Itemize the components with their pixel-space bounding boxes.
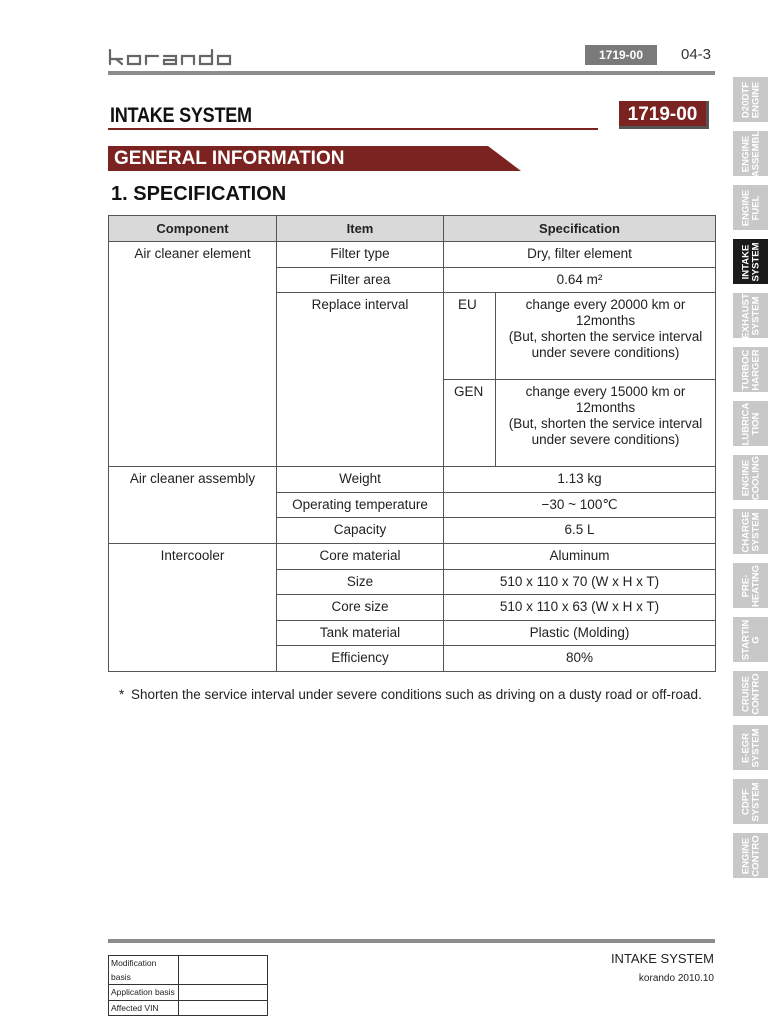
item-cell: Efficiency [277, 646, 444, 672]
revision-row [109, 1000, 268, 1016]
chapter-tab-label: ENGINE CONTRO [740, 834, 761, 877]
spec-cell: 80% [444, 646, 716, 672]
chapter-tab[interactable] [733, 832, 768, 878]
revision-row [109, 985, 268, 1001]
table-header-row [109, 216, 716, 242]
footer-section-name: INTAKE SYSTEM [610, 951, 714, 966]
chapter-tab[interactable] [733, 76, 768, 122]
chapter-tab-label: LUBRICA TION [740, 402, 761, 445]
chapter-tab[interactable] [733, 562, 768, 608]
chapter-tab-label: INTAKE SYSTEM [740, 241, 761, 282]
specification-heading: 1. SPECIFICATION [111, 183, 287, 205]
chapter-tab[interactable] [733, 400, 768, 446]
section-title: INTAKE SYSTEM [110, 104, 252, 127]
spec-cell: Plastic (Molding) [444, 620, 716, 646]
table-row [109, 543, 716, 569]
revision-box [108, 955, 268, 1016]
chapter-tab-label: EXHAUST SYSTEM [740, 292, 761, 339]
item-cell: Core size [277, 595, 444, 621]
chapter-tab-label: CHARGE SYSTEM [740, 510, 761, 553]
chapter-tab[interactable] [733, 778, 768, 824]
header-code-badge: 1719-00 [585, 45, 657, 65]
header-component: Component [109, 216, 277, 242]
footer-rule [108, 939, 715, 943]
chapter-tab-label: ENGINE COOLING [740, 455, 761, 500]
general-information-banner [108, 146, 521, 171]
component-cell: Intercooler [109, 543, 277, 671]
spec-cell: Dry, filter element [444, 242, 716, 268]
chapter-tab[interactable] [733, 454, 768, 500]
region-cell-eu: EU [444, 293, 496, 380]
region-cell-gen: GEN [444, 380, 496, 467]
spec-cell: change every 20000 km or 12months (But, shorten the service interval under severe conditions) [496, 293, 716, 380]
header-rule [108, 71, 715, 75]
chapter-tab[interactable] [733, 184, 768, 230]
header-specification: Specification [444, 216, 716, 242]
revision-label: Modification basis [109, 956, 179, 985]
footnote [119, 685, 709, 705]
chapter-tab[interactable] [733, 508, 768, 554]
chapter-tab[interactable] [733, 670, 768, 716]
item-cell: Filter type [277, 242, 444, 268]
spec-cell: change every 15000 km or 12months (But, shorten the service interval under severe conditions) [496, 380, 716, 467]
korando-logo [108, 48, 253, 70]
chapter-tab-label: TURBOC HARGER [740, 348, 761, 391]
footnote-text: Shorten the service interval under severe conditions such as driving on a dusty road or off-road. [131, 687, 702, 702]
page-number: 04-3 [681, 46, 712, 63]
component-cell: Air cleaner assembly [109, 467, 277, 544]
revision-label: Application basis [109, 985, 179, 1001]
chapter-tab[interactable] [733, 292, 768, 338]
chapter-tab-label: PRE- HEATING [740, 564, 761, 607]
spec-cell: 1.13 kg [444, 467, 716, 493]
spec-cell: 0.64 m² [444, 267, 716, 293]
spec-cell: 510 x 110 x 63 (W x H x T) [444, 595, 716, 621]
banner-label: GENERAL INFORMATION [114, 148, 345, 169]
table-row [109, 467, 716, 493]
chapter-tab-label: CDPF SYSTEM [740, 781, 761, 822]
chapter-tab-label: ENGINE FUEL [740, 189, 761, 226]
chapter-tab-label: D20DTF ENGINE [740, 81, 761, 118]
spec-cell: 510 x 110 x 70 (W x H x T) [444, 569, 716, 595]
chapter-tab-label: E-EGR SYSTEM [740, 727, 761, 768]
component-cell: Air cleaner element [109, 242, 277, 467]
chapter-tab[interactable] [733, 238, 768, 284]
section-code-box: 1719-00 [619, 101, 709, 129]
revision-value [179, 985, 268, 1001]
item-cell: Size [277, 569, 444, 595]
chapter-tab[interactable] [733, 130, 768, 176]
spec-cell: −30 ~ 100℃ [444, 492, 716, 518]
chapter-tab[interactable] [733, 346, 768, 392]
item-cell: Core material [277, 543, 444, 569]
spec-cell: Aluminum [444, 543, 716, 569]
revision-value [179, 956, 268, 985]
revision-row [109, 956, 268, 985]
chapter-tab-label: CRUISE CONTRO [740, 672, 761, 715]
title-underline [108, 128, 598, 130]
revision-value [179, 1000, 268, 1016]
specification-table [108, 215, 716, 672]
chapter-tab[interactable] [733, 724, 768, 770]
header-item: Item [277, 216, 444, 242]
chapter-tab-label: ENGINE ASSEMBL [740, 130, 761, 177]
item-cell: Capacity [277, 518, 444, 544]
item-cell: Replace interval [277, 293, 444, 467]
item-cell: Weight [277, 467, 444, 493]
chapter-tab[interactable] [733, 616, 768, 662]
revision-label: Affected VIN [109, 1000, 179, 1016]
footnote-marker: * [119, 687, 125, 702]
item-cell: Filter area [277, 267, 444, 293]
item-cell: Operating temperature [277, 492, 444, 518]
table-row [109, 242, 716, 268]
footer-edition: korando 2010.10 [638, 973, 714, 984]
chapter-tab-label: STARTIN G [740, 619, 761, 660]
item-cell: Tank material [277, 620, 444, 646]
spec-cell: 6.5 L [444, 518, 716, 544]
